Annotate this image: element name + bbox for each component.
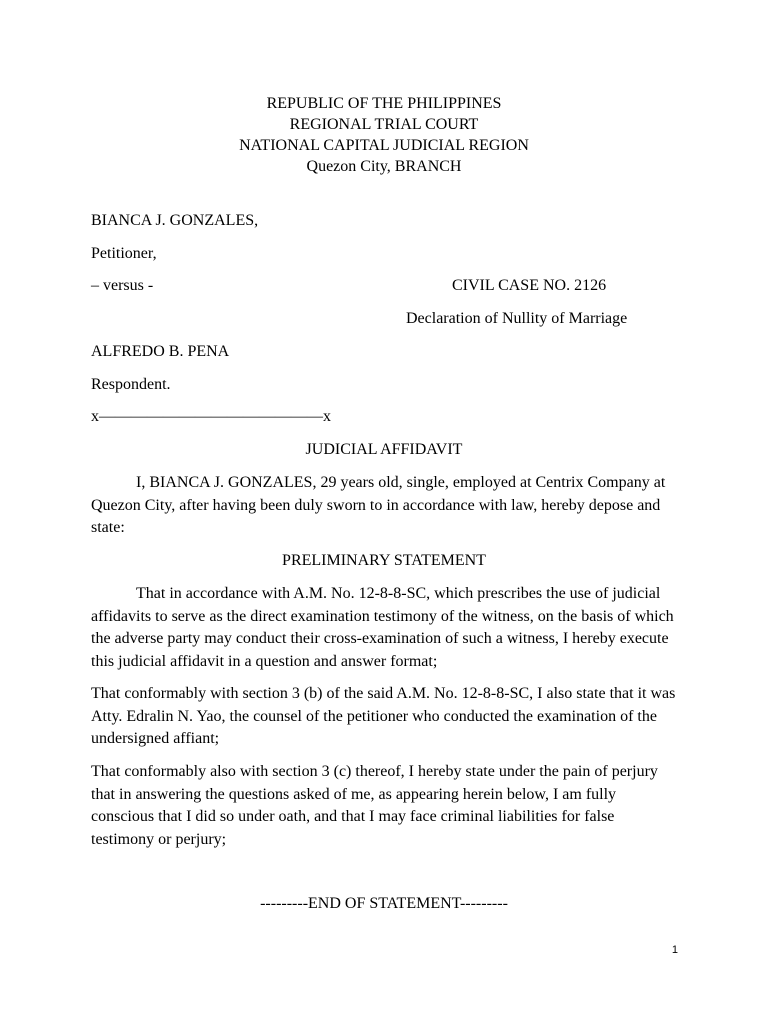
paragraph-text: That conformably with section 3 (b) of the said A.M. No. 12-8-8-SC, I also state that it was Atty. Edralin N. Yao, the counsel of the petitioner who conducted the examination of the undersigned affiant; — [91, 685, 676, 747]
intro-text: I, BIANCA J. GONZALES, 29 years old, single, employed at Centrix Company at Quezon City, after having been duly sworn to in accordance with law, hereby depose and state: — [91, 474, 666, 536]
case-title: Declaration of Nullity of Marriage — [406, 310, 628, 327]
petitioner-label: Petitioner, — [91, 245, 157, 262]
section-heading: PRELIMINARY STATEMENT — [282, 552, 486, 569]
respondent-label: Respondent. — [91, 376, 171, 393]
intro-paragraph — [91, 472, 681, 540]
header-republic: REPUBLIC OF THE PHILIPPINES — [266, 95, 502, 112]
end-of-statement: ---------END OF STATEMENT--------- — [260, 895, 508, 912]
page-number: 1 — [671, 944, 678, 956]
petitioner-name: BIANCA J. GONZALES, — [91, 212, 259, 229]
header-court: REGIONAL TRIAL COURT — [289, 116, 479, 133]
header-city-branch: Quezon City, BRANCH — [306, 158, 462, 175]
document-title: JUDICIAL AFFIDAVIT — [305, 441, 463, 458]
case-number: CIVIL CASE NO. 2126 — [452, 277, 607, 294]
paragraph-2 — [91, 683, 681, 751]
paragraph-text: That in accordance with A.M. No. 12-8-8-SC, which prescribes the use of judicial affidavits to serve as the direct examination testimony of the witness, on the basis of which the adverse party may conduct their cross-examination of such a witness, I hereby execute this judicial affidavit in a question and answer format; — [91, 585, 674, 670]
paragraph-3 — [91, 761, 681, 851]
respondent-name: ALFREDO B. PENA — [91, 343, 230, 360]
paragraph-text: That conformably also with section 3 (c) thereof, I hereby state under the pain of perjury that in answering the questions asked of me, as appearing herein below, I am fully conscious that I did so under oath, and that I may face criminal liabilities for false testimony or perjury; — [91, 763, 658, 848]
paragraph-1 — [91, 583, 681, 673]
caption-separator: x——————————————x — [91, 408, 331, 425]
header-region: NATIONAL CAPITAL JUDICIAL REGION — [239, 137, 529, 154]
versus-text: – versus - — [91, 277, 154, 294]
